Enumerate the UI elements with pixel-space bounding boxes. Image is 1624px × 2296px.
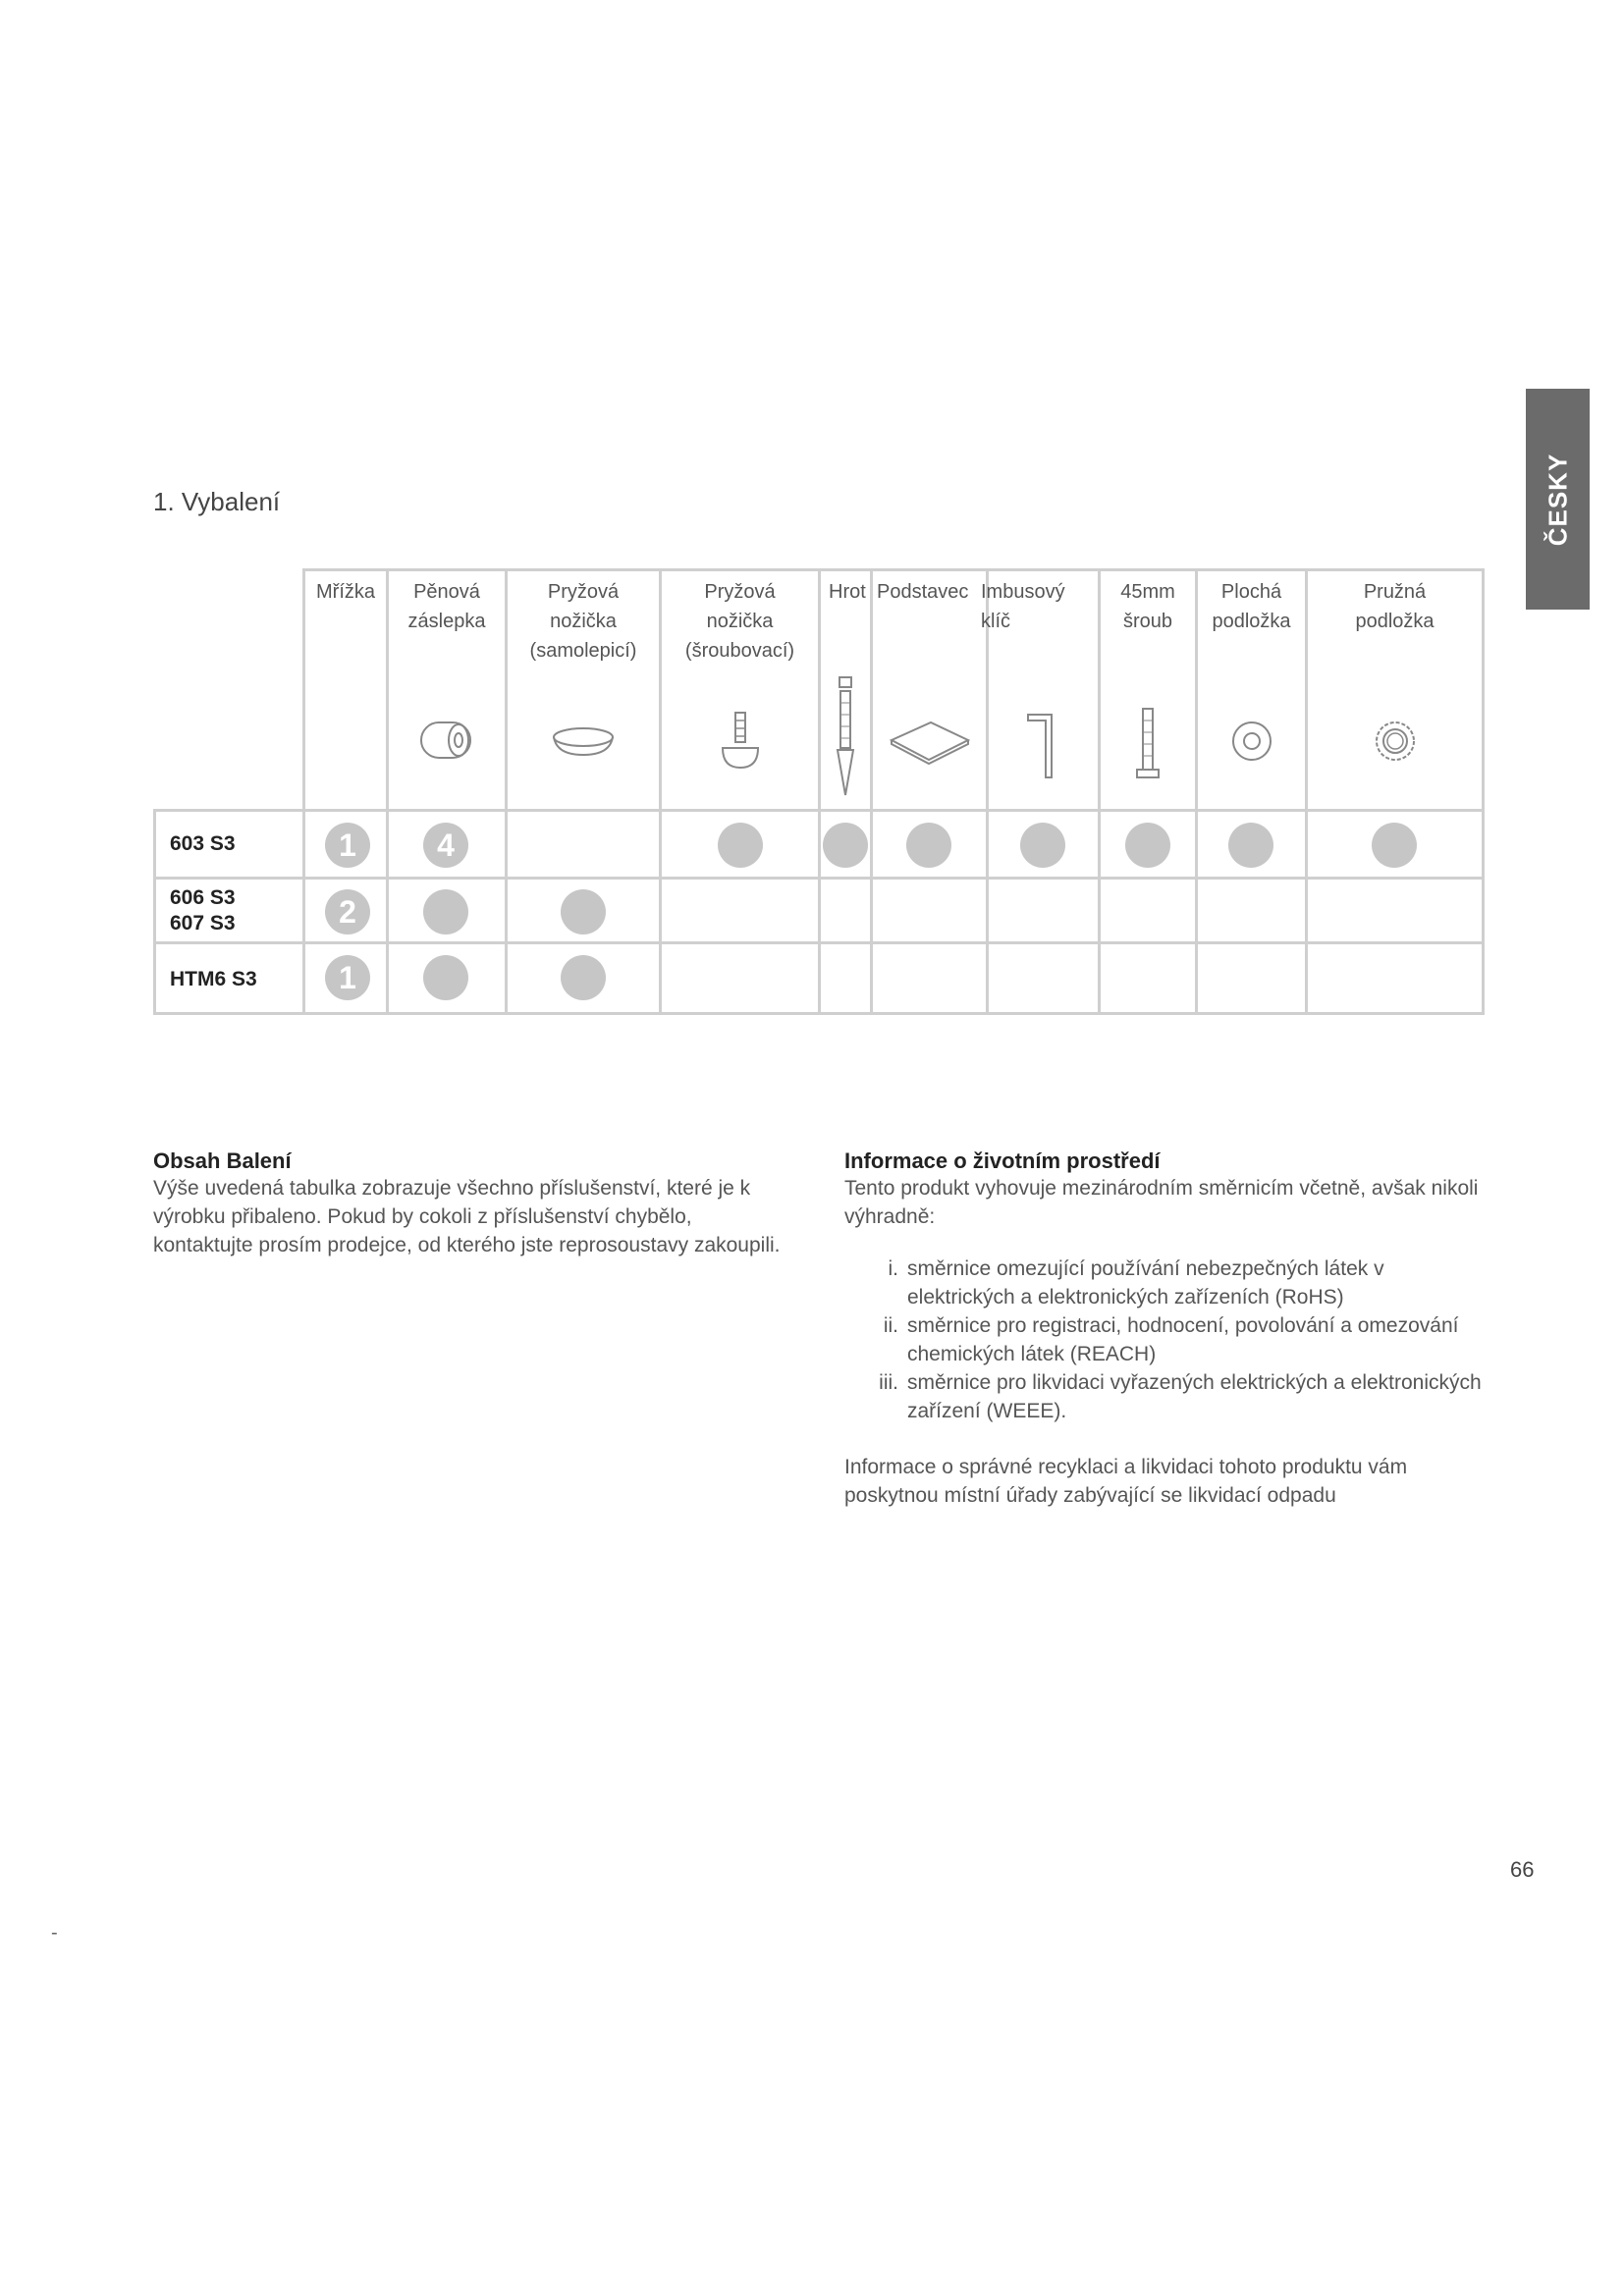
environment-section bbox=[844, 1148, 1492, 1510]
column-header-base-plate bbox=[870, 568, 989, 812]
section-title: 1. Vybalení bbox=[153, 487, 281, 516]
package-contents-heading: Obsah Balení bbox=[153, 1148, 292, 1173]
model-name: 606 S3 607 S3 bbox=[170, 886, 236, 934]
spring-washer-icon bbox=[1373, 719, 1418, 764]
grid-line bbox=[302, 809, 305, 1015]
flat-washer-icon bbox=[1229, 719, 1274, 764]
grid-line bbox=[505, 809, 508, 1015]
environment-heading: Informace o životním prostředí bbox=[844, 1148, 1161, 1173]
list-item bbox=[844, 1311, 1492, 1368]
grid-line bbox=[1305, 809, 1308, 1015]
list-item-text: směrnice pro registraci, hodnocení, povolování a omezování chemických látek (REACH) bbox=[907, 1314, 1459, 1365]
footer-mark: - bbox=[51, 1922, 58, 1944]
included-dot bbox=[423, 955, 468, 1000]
bolt-icon bbox=[1133, 705, 1163, 783]
quantity-badge: 4 bbox=[423, 823, 468, 868]
grid-line bbox=[870, 809, 873, 1015]
column-header-bolt bbox=[1098, 568, 1198, 812]
column-header-flat-washer bbox=[1195, 568, 1308, 812]
column-label: Pryžová nožička (šroubovací) bbox=[684, 581, 795, 662]
list-item-number: iii. bbox=[879, 1371, 898, 1394]
included-dot bbox=[823, 823, 868, 868]
column-label: Imbusový klíč bbox=[981, 581, 1065, 632]
included-dot bbox=[1228, 823, 1273, 868]
model-name: HTM6 S3 bbox=[170, 968, 257, 990]
column-header-allen-key bbox=[981, 568, 1101, 812]
column-header-spring-washer bbox=[1305, 568, 1485, 812]
column-header-rubber-foot-adhesive bbox=[505, 568, 662, 812]
list-item bbox=[844, 1368, 1492, 1425]
included-dot bbox=[561, 955, 606, 1000]
allen-key-icon bbox=[1024, 711, 1063, 781]
directive-list bbox=[844, 1255, 1492, 1425]
column-label: Mřížka bbox=[316, 581, 375, 603]
language-tab bbox=[1526, 389, 1590, 610]
accessories-table bbox=[153, 568, 1485, 1015]
column-label: Pružná podložka bbox=[1355, 581, 1435, 632]
quantity-badge: 1 bbox=[325, 823, 370, 868]
included-dot bbox=[906, 823, 951, 868]
included-dot bbox=[718, 823, 763, 868]
column-label: Plochá podložka bbox=[1212, 581, 1291, 632]
column-label: Hrot bbox=[829, 581, 866, 603]
base-plate-icon bbox=[886, 719, 974, 768]
quantity-badge: 2 bbox=[325, 889, 370, 934]
column-label: 45mm šroub bbox=[1120, 581, 1175, 632]
list-item-number: i. bbox=[888, 1257, 898, 1280]
grid-line bbox=[659, 809, 662, 1015]
list-item bbox=[844, 1255, 1492, 1311]
list-item-number: ii. bbox=[883, 1314, 898, 1337]
included-dot bbox=[561, 889, 606, 934]
environment-intro: Tento produkt vyhovuje mezinárodním směrnicím včetně, avšak nikoli výhradně: bbox=[844, 1177, 1479, 1228]
grid-line bbox=[386, 809, 389, 1015]
column-header-grille bbox=[302, 568, 389, 812]
grid-line bbox=[1195, 809, 1198, 1015]
included-dot bbox=[1020, 823, 1065, 868]
grid-line bbox=[818, 809, 821, 1015]
grid-line bbox=[1098, 809, 1101, 1015]
included-dot bbox=[1372, 823, 1417, 868]
foam-bung-icon bbox=[415, 719, 478, 762]
spike-icon bbox=[834, 673, 857, 799]
package-contents-section bbox=[153, 1148, 782, 1259]
rubber-foot-screw-icon bbox=[719, 709, 762, 772]
page-number: 66 bbox=[1510, 1857, 1535, 1882]
language-tab-label: ČESKY bbox=[1543, 453, 1572, 546]
included-dot bbox=[1125, 823, 1170, 868]
list-item-text: směrnice omezující používání nebezpečných látek v elektrických a elektronických zařízeních (RoHS) bbox=[907, 1257, 1384, 1308]
environment-note: Informace o správné recyklaci a likvidaci tohoto produktu vám poskytnou místní úřady zabývající se likvidací odpadu bbox=[844, 1456, 1408, 1507]
grid-line bbox=[986, 809, 989, 1015]
list-item-text: směrnice pro likvidaci vyřazených elektrických a elektronických zařízení (WEEE). bbox=[907, 1371, 1482, 1422]
quantity-badge: 1 bbox=[325, 955, 370, 1000]
column-header-foam-bung bbox=[386, 568, 508, 812]
column-label: Podstavec bbox=[877, 581, 969, 603]
column-label: Pěnová záslepka bbox=[407, 581, 486, 632]
column-header-spike bbox=[818, 568, 873, 812]
rubber-foot-adhesive-icon bbox=[549, 723, 618, 763]
included-dot bbox=[423, 889, 468, 934]
column-label: Pryžová nožička (samolepicí) bbox=[529, 581, 637, 662]
model-name: 603 S3 bbox=[170, 832, 236, 855]
package-contents-text: Výše uvedená tabulka zobrazuje všechno příslušenství, které je k výrobku přibaleno. Pokud by cokoli z příslušenství chybělo, kontaktujte prosím prodejce, od kterého jste reprosoustavy zakoupili. bbox=[153, 1177, 781, 1256]
column-header-rubber-foot-screw bbox=[659, 568, 821, 812]
